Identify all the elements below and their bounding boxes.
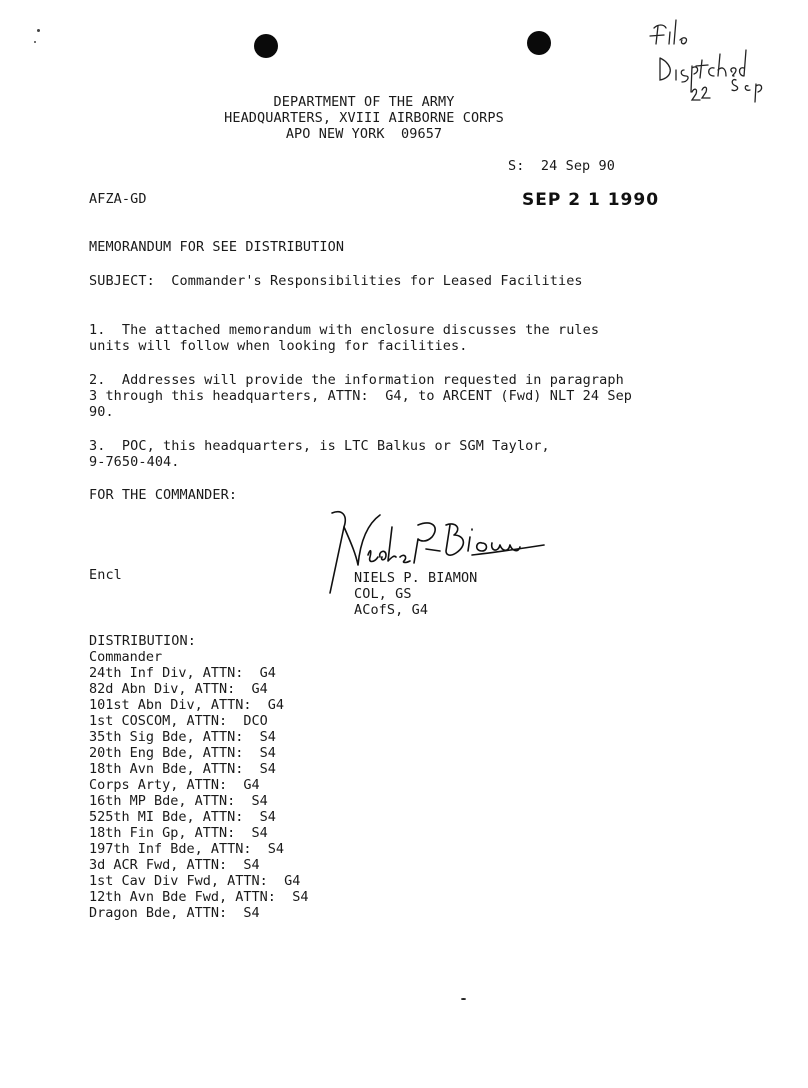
handwriting-svg [640,14,800,104]
distribution-item: Dragon Bde, ATTN: S4 [89,905,260,921]
signature-title: ACofS, G4 [354,602,429,618]
distribution-item: 12th Avn Bde Fwd, ATTN: S4 [89,889,309,905]
letterhead-line-2: HEADQUARTERS, XVIII AIRBORNE CORPS [224,110,504,126]
letterhead-line-1: DEPARTMENT OF THE ARMY [273,94,455,110]
handwritten-note [640,14,800,104]
punch-hole-left [254,34,278,58]
punch-hole-right [527,31,551,55]
distribution-item: 20th Eng Bde, ATTN: S4 [89,745,276,761]
office-symbol: AFZA-GD [89,191,147,207]
enclosure-line: Encl [89,567,122,583]
signature-name: NIELS P. BIAMON [354,570,478,586]
distribution-item: 18th Avn Bde, ATTN: S4 [89,761,276,777]
distribution-item: 16th MP Bde, ATTN: S4 [89,793,268,809]
paragraph-2-line-1: 2. Addresses will provide the information requested in paragraph [89,372,624,388]
date-stamp: SEP 2 1 1990 [522,190,660,210]
distribution-item: 101st Abn Div, ATTN: G4 [89,697,285,713]
distribution-heading: DISTRIBUTION: [89,633,196,649]
paragraph-2-line-2: 3 through this headquarters, ATTN: G4, to ARCENT (Fwd) NLT 24 Sep [89,388,633,404]
distribution-item: 3d ACR Fwd, ATTN: S4 [89,857,260,873]
paragraph-1-line-1: 1. The attached memorandum with enclosure discusses the rules [89,322,600,338]
distribution-item: Corps Arty, ATTN: G4 [89,777,260,793]
distribution-item: 82d Abn Div, ATTN: G4 [89,681,268,697]
paragraph-1-line-2: units will follow when looking for facilities. [89,338,468,354]
paragraph-3-line-1: 3. POC, this headquarters, is LTC Balkus or SGM Taylor, [89,438,550,454]
letterhead-line-3: APO NEW YORK 09657 [285,126,443,142]
closing-line: FOR THE COMMANDER: [89,487,238,503]
subject-line: SUBJECT: Commander's Responsibilities for Leased Facilities [89,273,583,289]
scan-speck [34,41,36,43]
distribution-item: 1st COSCOM, ATTN: DCO [89,713,268,729]
distribution-item: 525th MI Bde, ATTN: S4 [89,809,276,825]
distribution-item: Commander [89,649,163,665]
distribution-item: 197th Inf Bde, ATTN: S4 [89,841,285,857]
signature-rank: COL, GS [354,586,412,602]
distribution-item: 18th Fin Gp, ATTN: S4 [89,825,268,841]
distribution-item: 1st Cav Div Fwd, ATTN: G4 [89,873,301,889]
scan-speck [461,998,466,1000]
distribution-item: 24th Inf Div, ATTN: G4 [89,665,276,681]
memo-for-line: MEMORANDUM FOR SEE DISTRIBUTION [89,239,345,255]
paragraph-3-line-2: 9-7650-404. [89,454,180,470]
paragraph-2-line-3: 90. [89,404,114,420]
distribution-item: 35th Sig Bde, ATTN: S4 [89,729,276,745]
suspense-date: S: 24 Sep 90 [508,158,615,174]
scan-speck [37,29,40,32]
